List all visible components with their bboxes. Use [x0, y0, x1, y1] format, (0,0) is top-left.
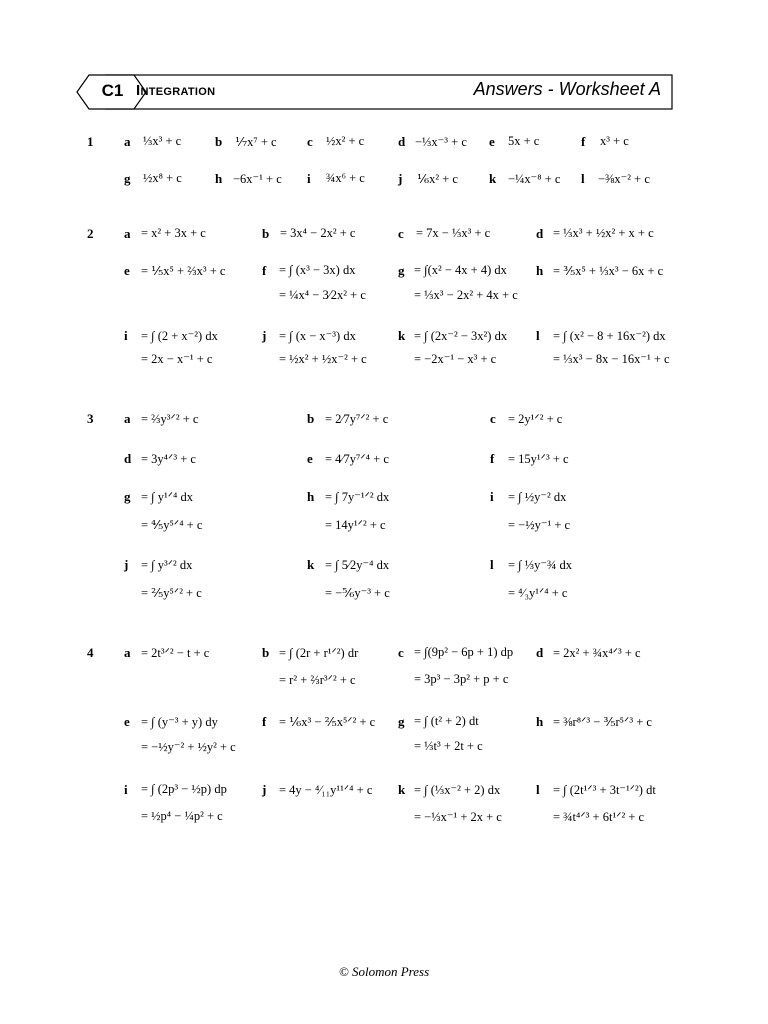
answer-line: = ⅓x³ − 8x − 16x⁻¹ + c — [553, 352, 670, 366]
answer-line: = ∫ y³ᐟ² dx — [141, 558, 193, 572]
answer-line: = 2x − x⁻¹ + c — [141, 352, 213, 366]
answer-line: = −⅓x⁻¹ + 2x + c — [414, 810, 502, 824]
answer-line: = 14y¹ᐟ² + c — [325, 518, 386, 532]
part-label: k — [398, 328, 406, 343]
part-label: h — [215, 171, 223, 186]
part-label: i — [124, 782, 128, 797]
answer-line: ⅙x² + c — [417, 172, 458, 186]
part-label: e — [124, 714, 130, 729]
part-label: j — [262, 328, 267, 343]
answer-line: = ⅘y⁵ᐟ⁴ + c — [141, 518, 203, 532]
answer-line: = ∫ ½y⁻² dx — [508, 490, 567, 504]
answer-line: = ¾t⁴ᐟ³ + 6t¹ᐟ² + c — [553, 810, 645, 824]
answer-line: ½x⁸ + c — [143, 171, 182, 185]
part-label: l — [581, 171, 585, 186]
answer-line: = 2t³ᐟ² − t + c — [141, 646, 210, 660]
answer-line: = ∫ 5⁄2y⁻⁴ dx — [325, 558, 390, 572]
part-label: j — [262, 782, 267, 797]
question-number: 1 — [87, 134, 94, 149]
answer-line: = ∫ (2r + r¹ᐟ²) dr — [279, 646, 359, 660]
part-label: g — [124, 171, 131, 186]
part-label: g — [398, 263, 405, 278]
part-label: l — [536, 782, 540, 797]
part-label: c — [307, 134, 313, 149]
part-label: a — [124, 226, 131, 241]
part-label: l — [536, 328, 540, 343]
answer-line: = ∫ (2x⁻² − 3x²) dx — [414, 329, 508, 343]
answer-line: = ∫ (t² + 2) dt — [414, 714, 479, 728]
part-label: k — [489, 171, 497, 186]
part-label: a — [124, 134, 131, 149]
answer-line: = 7x − ⅓x³ + c — [416, 226, 491, 240]
answer-line: = 15y¹ᐟ³ + c — [508, 452, 569, 466]
part-label: c — [398, 226, 404, 241]
worksheet-header — [76, 74, 673, 110]
part-label: d — [398, 134, 406, 149]
answer-line: = ∫ (x³ − 3x) dx — [279, 263, 356, 277]
answer-line: = 3x⁴ − 2x² + c — [280, 226, 356, 240]
part-label: f — [262, 263, 267, 278]
answer-line: = ⅔y³ᐟ² + c — [141, 412, 199, 426]
part-label: j — [124, 557, 129, 572]
answer-line: = ∫(x² − 4x + 4) dx — [414, 263, 507, 277]
answer-line: −⅜x⁻² + c — [598, 172, 650, 186]
part-label: d — [536, 645, 544, 660]
answer-line: −¼x⁻⁸ + c — [508, 172, 561, 186]
answer-line: −⅓x⁻³ + c — [415, 135, 467, 149]
part-label: b — [262, 645, 270, 660]
answer-line: = −2x⁻¹ − x³ + c — [414, 352, 497, 366]
answer-line: = ⅕x⁵ + ⅔x³ + c — [141, 264, 226, 278]
part-label: i — [307, 171, 311, 186]
answer-line: = ½x² + ½x⁻² + c — [279, 352, 367, 366]
answer-line: = ∫ ⅓y⁻¾ dx — [508, 558, 572, 572]
answer-line: ½x² + c — [326, 134, 365, 148]
answer-line: = ⅗x⁵ + ⅓x³ − 6x + c — [553, 264, 664, 278]
answer-line: = ⁴⁄₃y¹ᐟ⁴ + c — [508, 586, 568, 600]
part-label: e — [489, 134, 495, 149]
page-subtitle: Answers - Worksheet A — [473, 79, 661, 99]
answer-line: = 3p³ − 3p² + p + c — [414, 672, 509, 686]
answer-line: ⅓x³ + c — [143, 134, 182, 148]
question-number: 2 — [87, 226, 94, 241]
answer-line: = x² + 3x + c — [141, 226, 206, 240]
answer-line: ¾x⁶ + c — [326, 171, 365, 185]
part-label: i — [124, 328, 128, 343]
part-label: b — [262, 226, 270, 241]
answer-line: ⅐x⁷ + c — [235, 135, 277, 149]
answer-line: = 4⁄7y⁷ᐟ⁴ + c — [325, 452, 389, 466]
answer-line: = 2⁄7y⁷ᐟ² + c — [325, 412, 389, 426]
answer-line: x³ + c — [600, 134, 629, 148]
part-label: h — [536, 263, 544, 278]
answer-line: = ⅜r⁸ᐟ³ − ⅗r⁵ᐟ³ + c — [553, 715, 652, 729]
part-label: f — [490, 451, 495, 466]
part-label: d — [124, 451, 132, 466]
answer-line: = ∫ (x − x⁻³) dx — [279, 329, 356, 343]
part-label: l — [490, 557, 494, 572]
question-number: 4 — [87, 645, 94, 660]
answer-line: = −⅚y⁻³ + c — [325, 586, 390, 600]
answer-line: = ⅓x³ − 2x² + 4x + c — [414, 288, 518, 302]
part-label: c — [490, 411, 496, 426]
answer-line: = ∫ 7y⁻¹ᐟ² dx — [325, 490, 390, 504]
part-label: k — [398, 782, 406, 797]
part-label: b — [307, 411, 315, 426]
answer-line: = 2x² + ¾x⁴ᐟ³ + c — [553, 646, 641, 660]
answer-line: = ⅖y⁵ᐟ² + c — [141, 586, 202, 600]
part-label: h — [536, 714, 544, 729]
answer-line: = ∫ (y⁻³ + y) dy — [141, 715, 218, 729]
part-label: a — [124, 411, 131, 426]
part-label: c — [398, 645, 404, 660]
answer-line: = 2y¹ᐟ² + c — [508, 412, 563, 426]
part-label: d — [536, 226, 544, 241]
part-label: h — [307, 489, 315, 504]
answer-line: = ⅓x³ + ½x² + x + c — [553, 226, 654, 240]
page-title: Integration — [136, 82, 216, 99]
part-label: b — [215, 134, 223, 149]
answer-line: = ∫ (2p³ − ½p) dp — [141, 782, 227, 796]
answer-line: = r² + ⅔r³ᐟ² + c — [279, 673, 356, 687]
part-label: e — [307, 451, 313, 466]
part-label: j — [398, 171, 403, 186]
part-label: e — [124, 263, 130, 278]
part-label: g — [398, 714, 405, 729]
copyright-footer: © Solomon Press — [338, 964, 430, 979]
part-label: a — [124, 645, 131, 660]
answer-line: = ∫(9p² − 6p + 1) dp — [414, 645, 514, 659]
answer-line: = ∫ (2 + x⁻²) dx — [141, 329, 218, 343]
answer-line: = ∫ (2t¹ᐟ³ + 3t⁻¹ᐟ²) dt — [553, 783, 656, 797]
answer-line: = 4y − ⁴⁄₁₁y¹¹ᐟ⁴ + c — [279, 783, 373, 797]
answer-line: = ½p⁴ − ¼p² + c — [141, 809, 223, 823]
answer-line: = ∫ (⅓x⁻² + 2) dx — [414, 783, 501, 797]
answer-line: = ⅓t³ + 2t + c — [414, 739, 483, 753]
part-label: f — [581, 134, 586, 149]
answer-line: = ∫ y¹ᐟ⁴ dx — [141, 490, 193, 504]
answer-line: = ∫ (x² − 8 + 16x⁻²) dx — [553, 329, 666, 343]
question-number: 3 — [87, 411, 94, 426]
part-label: k — [307, 557, 315, 572]
answer-line: = −½y⁻¹ + c — [508, 518, 571, 532]
answer-line: = 3y⁴ᐟ³ + c — [141, 452, 196, 466]
module-code: C1 — [101, 81, 124, 100]
answer-line: = ⅙x³ − ⅖x⁵ᐟ² + c — [279, 715, 376, 729]
part-label: f — [262, 714, 267, 729]
part-label: i — [490, 489, 494, 504]
part-label: g — [124, 489, 131, 504]
answer-line: = ¼x⁴ − 3⁄2x² + c — [279, 288, 366, 302]
answer-line: 5x + c — [508, 134, 540, 148]
answer-line: = −½y⁻² + ½y² + c — [141, 740, 236, 754]
answer-line: −6x⁻¹ + c — [233, 172, 282, 186]
